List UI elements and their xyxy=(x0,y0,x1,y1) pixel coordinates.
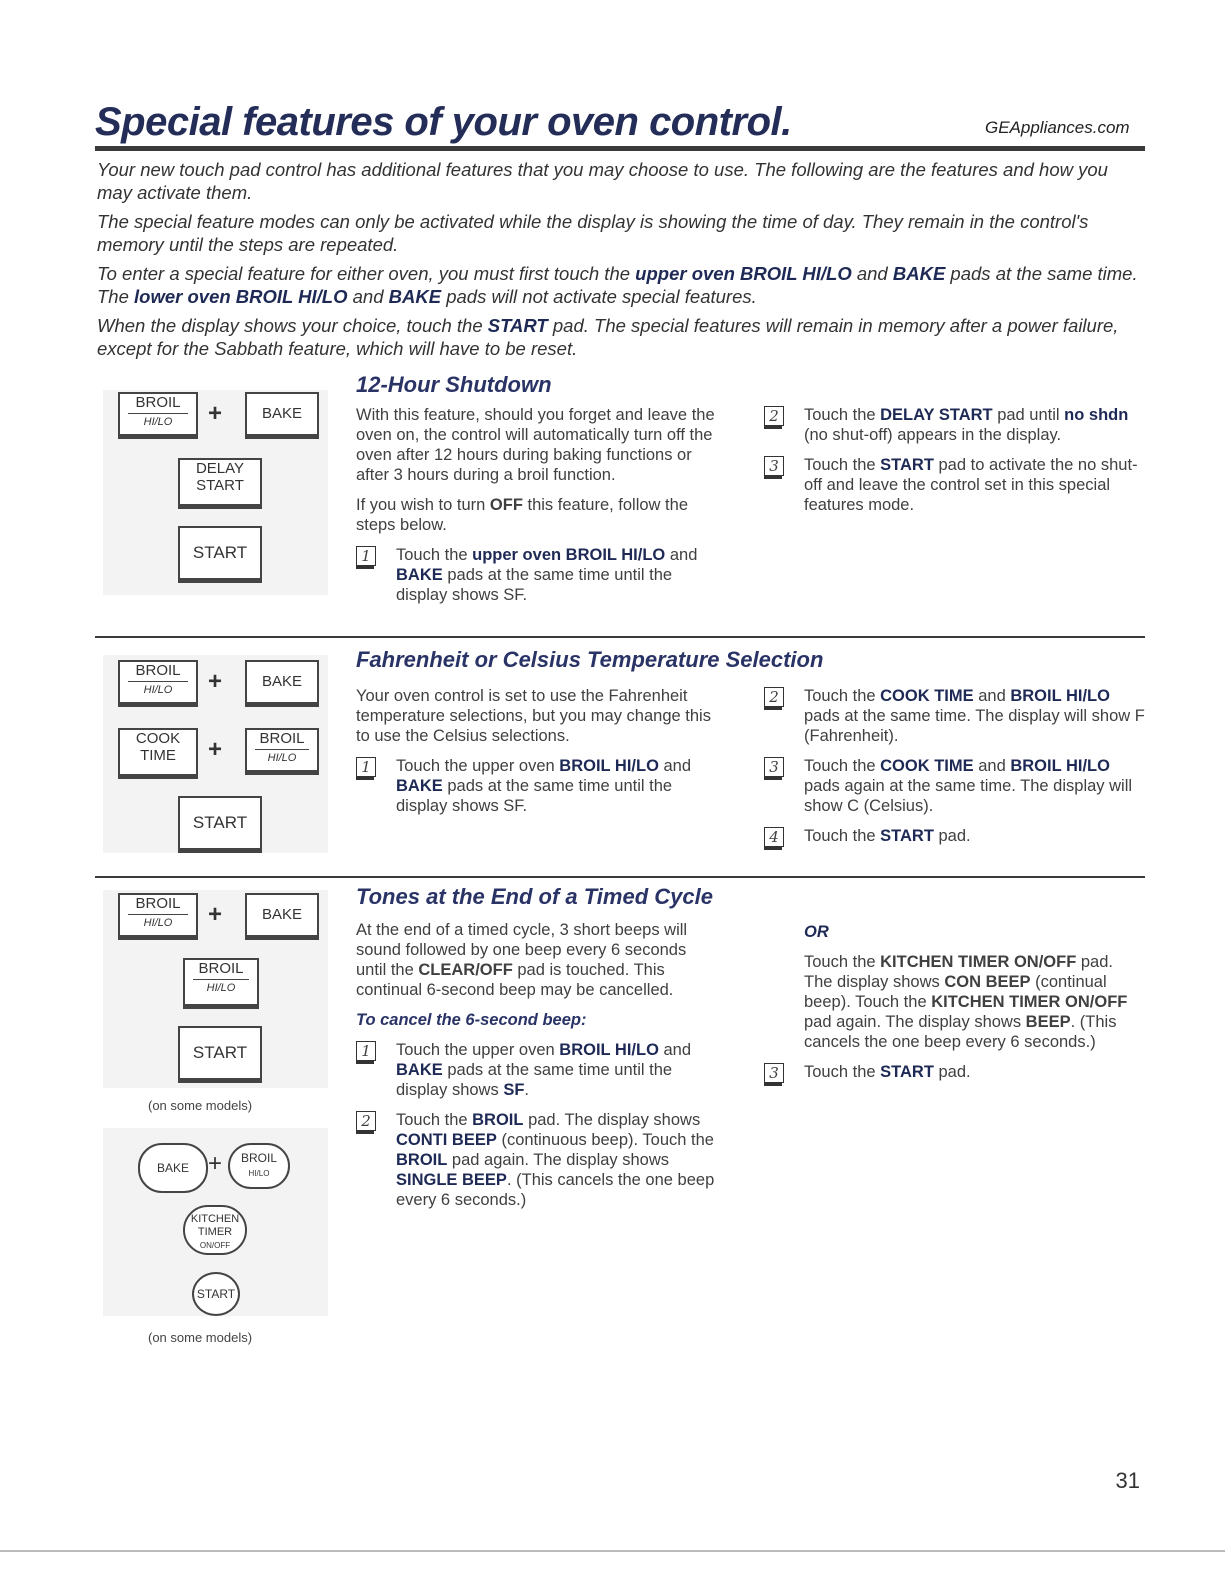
text-run: and xyxy=(973,687,1011,705)
broil-hilo-pad xyxy=(118,392,198,436)
text-run: pad to activate the no shut-off and leave the control set in this special features mode. xyxy=(804,456,1138,514)
fahrenheit-column-right xyxy=(760,686,1145,856)
shutdown-column-right xyxy=(760,405,1145,525)
intro-emphasis: START xyxy=(487,315,548,336)
text-run: Touch the xyxy=(804,687,881,705)
text-run: Touch the xyxy=(804,757,881,775)
step-number: 2 xyxy=(356,1111,376,1131)
step-number: 4 xyxy=(764,827,784,847)
intro-emphasis: BAKE xyxy=(388,286,442,307)
emphasis: START xyxy=(880,1063,934,1081)
step-number: 1 xyxy=(356,757,376,777)
text-run: pad again. The display shows xyxy=(804,1013,1026,1031)
fahrenheit-title: Fahrenheit or Celsius Temperature Selection xyxy=(356,647,824,672)
shutdown-column-left xyxy=(356,405,721,615)
text-run: pad. The display shows xyxy=(804,953,1113,991)
text-run: (continual beep). Touch the xyxy=(804,973,1107,1011)
text-run: pad. xyxy=(933,827,971,845)
text-run: this feature, follow the steps below. xyxy=(356,496,688,534)
fahrenheit-step-4 xyxy=(760,826,1145,846)
emphasis: BROIL HI/LO xyxy=(1010,757,1110,775)
intro-text-run: and xyxy=(347,286,389,307)
intro-text-run: and xyxy=(851,263,893,284)
tones-step-2 xyxy=(352,1110,721,1210)
fahrenheit-column-left xyxy=(356,686,721,826)
emphasis: COOK TIME xyxy=(880,687,974,705)
pad-label: BROIL xyxy=(135,895,181,912)
pad-sublabel: HI/LO xyxy=(128,914,188,932)
pad-label: BROIL xyxy=(198,960,244,977)
shutdown-step-2 xyxy=(760,405,1145,445)
caption-some-models: (on some models) xyxy=(148,1098,253,1113)
text-run: Touch the upper oven xyxy=(396,757,560,775)
start-round-pad: START xyxy=(192,1272,240,1316)
intro-emphasis: lower oven BROIL HI/LO xyxy=(134,286,348,307)
emphasis: BROIL HI/LO xyxy=(1010,687,1110,705)
intro-text-run: To enter a special feature for either oven, you must first touch the xyxy=(97,263,636,284)
emphasis: no shdn xyxy=(1064,406,1129,424)
emphasis: DELAY START xyxy=(880,406,993,424)
tones-paragraph-1 xyxy=(356,920,721,1000)
text-run: and xyxy=(658,1041,692,1059)
tones-step-3 xyxy=(760,1062,1145,1082)
plus-sign: + xyxy=(208,736,223,763)
pad-label: START xyxy=(196,477,244,494)
emphasis: BEEP xyxy=(1025,1013,1071,1031)
emphasis: SINGLE BEEP xyxy=(396,1171,507,1189)
fahrenheit-step-2 xyxy=(760,686,1145,746)
pad-label: COOK xyxy=(135,730,181,747)
header-rule xyxy=(95,146,1145,151)
text-run: pads at the same time until the display shows SF. xyxy=(396,566,673,604)
page-number: 31 xyxy=(1115,1468,1140,1493)
tones-column-left xyxy=(356,920,721,1220)
text-run: pads at the same time until the display shows xyxy=(396,1061,673,1099)
caption-some-models: (on some models) xyxy=(148,1330,253,1345)
text-run: . xyxy=(524,1081,529,1099)
pad-sublabel: HI/LO xyxy=(255,749,309,767)
pad-sublabel: HI/LO xyxy=(193,979,249,997)
delay-start-pad xyxy=(178,458,262,506)
text-run: Touch the xyxy=(396,546,473,564)
emphasis: START xyxy=(880,827,934,845)
broil-hilo-pad xyxy=(118,893,198,937)
emphasis: BAKE xyxy=(396,566,443,584)
tones-subheading: To cancel the 6-second beep: xyxy=(356,1011,587,1029)
emphasis: KITCHEN TIMER ON/OFF xyxy=(880,953,1077,971)
plus-sign: + xyxy=(208,400,223,427)
website-label: GEAppliances.com xyxy=(985,118,1130,137)
fahrenheit-step-3 xyxy=(760,756,1145,816)
emphasis: BROIL HI/LO xyxy=(559,757,659,775)
text-run: (no shut-off) appears in the display. xyxy=(804,426,1062,444)
step-number: 3 xyxy=(764,757,784,777)
pad-sublabel: HI/LO xyxy=(248,1169,270,1178)
text-run: and xyxy=(665,546,698,564)
emphasis: COOK TIME xyxy=(880,757,974,775)
text-run: At the end of a timed cycle, 3 short beeps will sound followed by one beep every 6 seconds until the xyxy=(356,921,688,979)
broil-hilo-pad xyxy=(245,728,319,772)
section-divider xyxy=(95,636,1145,638)
bake-pad: BAKE xyxy=(245,660,319,704)
pad-label: TIMER xyxy=(197,1226,233,1238)
start-pad: START xyxy=(178,1026,262,1080)
text-run: pads at the same time. The display will show F (Fahrenheit). xyxy=(804,707,1145,745)
step-number: 2 xyxy=(764,687,784,707)
broil-round-pad xyxy=(228,1143,290,1189)
emphasis: START xyxy=(880,456,934,474)
emphasis: BAKE xyxy=(396,1061,443,1079)
intro-paragraph-3 xyxy=(97,262,1142,308)
text-run: pad until xyxy=(992,406,1065,424)
broil-hilo-pad xyxy=(118,660,198,704)
text-run: If you wish to turn xyxy=(356,496,490,514)
shutdown-paragraph-2 xyxy=(356,495,721,535)
emphasis: CLEAR/OFF xyxy=(418,961,513,979)
intro-text-run: When the display shows your choice, touch the xyxy=(97,315,488,336)
intro-text-run: pads at the same time. The xyxy=(97,263,1138,307)
bake-pad: BAKE xyxy=(245,893,319,937)
emphasis: BROIL xyxy=(396,1151,448,1169)
kitchen-timer-round-pad xyxy=(183,1205,247,1255)
or-label: OR xyxy=(804,923,829,941)
emphasis: BAKE xyxy=(396,777,443,795)
shutdown-step-1 xyxy=(352,545,721,605)
step-number: 3 xyxy=(764,1063,784,1083)
pad-label: BROIL xyxy=(135,394,181,411)
text-run: and xyxy=(658,757,692,775)
shutdown-step-3 xyxy=(760,455,1145,515)
step-number: 2 xyxy=(764,406,784,426)
text-run: Touch the upper oven xyxy=(396,1041,560,1059)
text-run: Touch the xyxy=(804,456,881,474)
intro-emphasis: BAKE xyxy=(892,263,946,284)
start-pad: START xyxy=(178,796,262,850)
text-run: Touch the xyxy=(804,953,881,971)
text-run: pads again at the same time. The display will show C (Celsius). xyxy=(804,777,1133,815)
fahrenheit-step-1 xyxy=(352,756,721,816)
pad-label: BROIL xyxy=(259,730,305,747)
tones-alternative xyxy=(760,952,1145,1052)
text-run: . (This cancels the one beep every 6 seconds.) xyxy=(396,1171,715,1209)
shutdown-paragraph-1: With this feature, should you forget and leave the oven on, the control will automatically turn off the oven after 12 hours during baking functions or after 3 hours during a broil function. xyxy=(356,406,715,484)
tones-title: Tones at the End of a Timed Cycle xyxy=(356,884,713,909)
intro-paragraph-4 xyxy=(97,314,1142,360)
bake-round-pad: BAKE xyxy=(138,1143,208,1193)
intro-paragraph-1: Your new touch pad control has additional features that you may choose to use. The following are the features and how you may activate them. xyxy=(97,159,1108,203)
plus-sign: + xyxy=(208,668,223,695)
intro-emphasis: upper oven BROIL HI/LO xyxy=(635,263,852,284)
text-run: . (This cancels the one beep every 6 seconds.) xyxy=(804,1013,1117,1051)
text-run: and xyxy=(973,757,1011,775)
step-number: 3 xyxy=(764,456,784,476)
text-run: Touch the xyxy=(396,1111,473,1129)
intro-text-run: pads will not activate special features. xyxy=(441,286,757,307)
pad-sublabel: HI/LO xyxy=(128,681,188,699)
broil-hilo-pad xyxy=(183,958,259,1006)
shutdown-title: 12-Hour Shutdown xyxy=(356,372,552,397)
text-run: pad. The display shows xyxy=(523,1111,701,1129)
text-run: pad again. The display shows xyxy=(447,1151,670,1169)
plus-sign: + xyxy=(208,1150,223,1177)
step-number: 1 xyxy=(356,546,376,566)
fahrenheit-paragraph-1: Your oven control is set to use the Fahrenheit temperature selections, but you may change this to use the Celsius selections. xyxy=(356,687,711,745)
emphasis: CONTI BEEP xyxy=(396,1131,497,1149)
bottom-edge-rule xyxy=(0,1550,1225,1552)
cook-time-pad xyxy=(118,728,198,776)
emphasis: SF xyxy=(503,1081,525,1099)
plus-sign: + xyxy=(208,901,223,928)
text-run: Touch the xyxy=(804,827,881,845)
tones-step-1 xyxy=(352,1040,721,1100)
intro-text xyxy=(97,158,1142,366)
text-run: pads at the same time until the display shows SF. xyxy=(396,777,673,815)
step-number: 1 xyxy=(356,1041,376,1061)
bake-pad: BAKE xyxy=(245,392,319,436)
text-run: pad. xyxy=(933,1063,971,1081)
emphasis: KITCHEN TIMER ON/OFF xyxy=(931,993,1128,1011)
emphasis: BROIL HI/LO xyxy=(559,1041,659,1059)
pad-label: KITCHEN xyxy=(190,1213,240,1225)
text-run: Touch the xyxy=(804,1063,881,1081)
text-run: (continuous beep). Touch the xyxy=(496,1131,714,1149)
emphasis: OFF xyxy=(489,496,523,514)
start-pad: START xyxy=(178,526,262,580)
emphasis: CON BEEP xyxy=(944,973,1031,991)
text-run: pad is touched. This continual 6-second beep may be cancelled. xyxy=(356,961,674,999)
intro-text-run: pad. The special features will remain in memory after a power failure, except for the Sabbath feature, which will have to be reset. xyxy=(97,315,1119,359)
pad-sublabel: HI/LO xyxy=(128,413,188,431)
pad-label: BROIL xyxy=(240,1151,277,1165)
pad-sublabel: ON/OFF xyxy=(199,1241,231,1250)
pad-label: BROIL xyxy=(135,662,181,679)
pad-label: DELAY xyxy=(195,460,245,477)
section-divider xyxy=(95,876,1145,878)
intro-paragraph-2: The special feature modes can only be activated while the display is showing the time of day. They remain in the control's memory until the steps are repeated. xyxy=(97,211,1089,255)
emphasis: BROIL xyxy=(472,1111,524,1129)
pad-label: TIME xyxy=(140,747,176,764)
text-run: Touch the xyxy=(804,406,881,424)
tones-column-right xyxy=(760,922,1145,1092)
emphasis: upper oven BROIL HI/LO xyxy=(472,546,666,564)
page-title: Special features of your oven control. xyxy=(95,100,792,144)
